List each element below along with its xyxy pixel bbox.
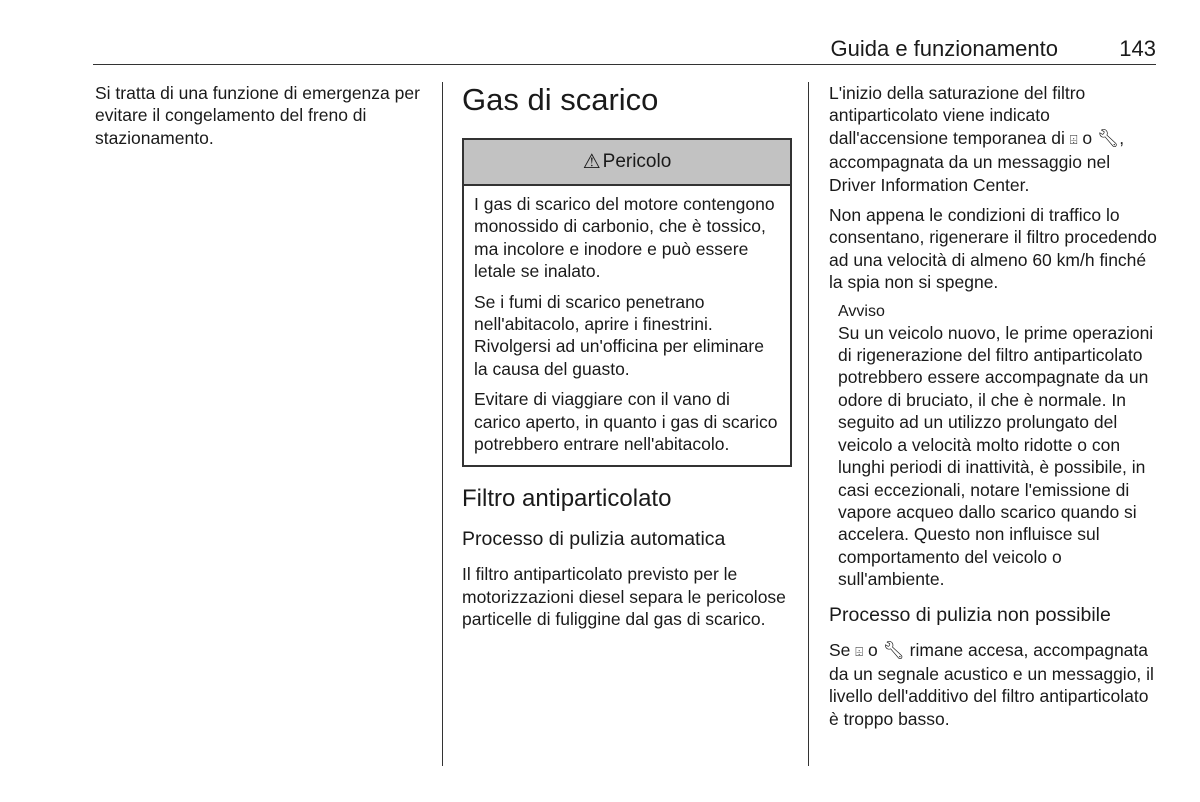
paragraph: Si tratta di una funzione di emergenza per evitare il congelamento del freno di stazionamento. <box>95 83 420 148</box>
column-1 <box>95 82 425 157</box>
column-2 <box>462 82 792 639</box>
section-title: Guida e funzionamento <box>830 36 1058 61</box>
paragraph-saturation <box>829 82 1159 196</box>
danger-box <box>462 138 792 467</box>
text-run: o <box>1082 127 1093 148</box>
danger-paragraph-1: I gas di scarico del motore contengono monossido di carbonio, che è tossico, ma incolore e inodore e può essere letale se inalato. <box>474 194 775 282</box>
danger-paragraph-2: Se i fumi di scarico penetrano nell'abitacolo, aprire i finestrini. Rivolgersi ad un'officina per eliminare la causa del guasto. <box>474 291 764 379</box>
text-run: L'inizio della saturazione del filtro antiparticolato viene indicato dall'accensione temporanea di <box>829 83 1086 148</box>
subsubsection-heading-2: Processo di pulizia non possibile <box>829 603 1111 626</box>
note-text: Su un veicolo nuovo, le prime operazioni di rigenerazione del filtro antiparticolato potrebbero essere accompagnate da un odore di bruciato, il che è normale. In seguito ad un utilizzo prolungato del veicolo a velocità molto ridotte o con lunghi periodi di inattività, è possibile, in casi eccezionali, notare l'emissione di vapore acqueo dallo scarico quando si accelera. Questo non influisce sul comportamento del veicolo o sull'ambiente. <box>838 322 1154 590</box>
danger-label: Pericolo <box>602 150 672 172</box>
text-run: o <box>867 639 878 660</box>
column-divider-right <box>808 82 809 766</box>
column-divider-left <box>442 82 443 766</box>
wrench-icon: 🔧︎ <box>882 639 905 660</box>
paragraph-not-possible <box>829 639 1159 731</box>
diesel-particulate-filter-icon: ⌹ <box>1069 131 1078 147</box>
note-label: Avviso <box>838 302 885 320</box>
text-run: , accompagnata da un messaggio nel Driver Information Center. <box>829 127 1125 195</box>
paragraph-regenerate: Non appena le condizioni di traffico lo consentano, rigenerare il filtro procedendo ad una velocità di almeno 60 km/h finché la spia non si spegne. <box>829 205 1157 293</box>
text-run: rimane accesa, accompagnata da un segnale acustico e un messaggio, il livello dell'additivo del filtro antiparticolato è troppo basso. <box>829 639 1154 729</box>
note-box <box>829 302 1159 591</box>
paragraph: Il filtro antiparticolato previsto per le motorizzazioni diesel separa le pericolose particelle di fuliggine dal gas di scarico. <box>462 564 786 630</box>
section-heading: Gas di scarico <box>462 82 659 117</box>
subsection-heading: Filtro antiparticolato <box>462 485 672 513</box>
text-run: Se <box>829 639 851 660</box>
subsubsection-heading: Processo di pulizia automatica <box>462 528 726 551</box>
warning-triangle-icon: ⚠ <box>582 150 601 173</box>
diesel-particulate-filter-icon: ⌹ <box>855 643 864 659</box>
header-rule <box>93 64 1156 65</box>
page-number: 143 <box>1119 36 1156 61</box>
danger-header <box>464 140 790 186</box>
danger-paragraph-3: Evitare di viaggiare con il vano di carico aperto, in quanto i gas di scarico potrebbero entrare nell'abitacolo. <box>474 389 778 455</box>
wrench-icon: 🔧︎ <box>1097 127 1120 148</box>
danger-body <box>464 186 790 465</box>
column-3 <box>829 82 1159 738</box>
